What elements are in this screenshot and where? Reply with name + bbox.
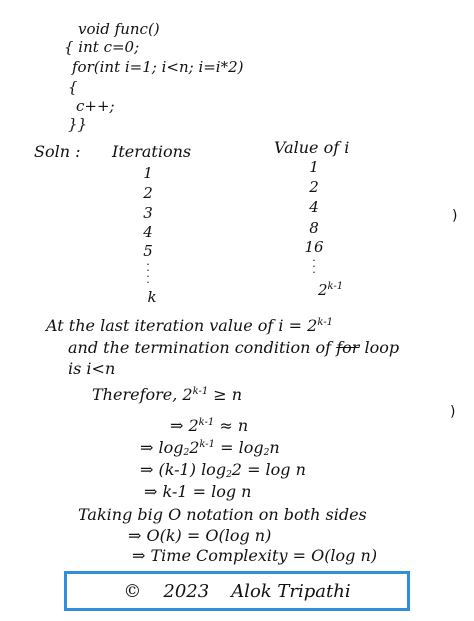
code-line-open-brace: { — [68, 78, 78, 96]
i-value-last: 2$^{k-1}$ — [318, 281, 344, 299]
time-complexity-line: ⇒ Time Complexity = O(log n) — [132, 546, 378, 565]
log-step-3: ⇒ k-1 = log n — [144, 482, 252, 501]
margin-mark: ) — [452, 208, 458, 224]
value-of-i-header: Value of i — [274, 138, 350, 157]
copyright-year: 2023 — [163, 580, 210, 602]
iteration-value: 3 — [143, 204, 153, 222]
iteration-value: 4 — [143, 223, 153, 241]
approx-line: ⇒ $2^{k-1} \approx n$ — [170, 416, 249, 435]
code-line-for: for(int i=1; i<n; i=i*2) — [72, 58, 244, 76]
log-step-2: ⇒ (k-1) $\log_22 = \log n$ — [140, 460, 306, 480]
therefore-line: Therefore, $2^{k-1} \ge n$ — [92, 385, 243, 404]
code-line-increment: c++; — [76, 97, 115, 115]
author-name: Alok Tripathi — [231, 580, 351, 602]
i-value: 4 — [309, 198, 319, 216]
iteration-value-k: k — [147, 288, 157, 306]
solution-label: Soln : — [34, 142, 81, 161]
code-line-close-braces: }} — [68, 115, 88, 133]
big-o-line: Taking big O notation on both sides — [78, 505, 367, 524]
iteration-value: 1 — [143, 164, 153, 182]
copyright-icon: © — [123, 580, 142, 602]
i-value: 8 — [309, 219, 319, 237]
log-step-1: ⇒ $\log_22^{k-1} = \log_2n$ — [140, 438, 280, 458]
margin-mark: ) — [450, 404, 456, 420]
i-value: 1 — [309, 158, 319, 176]
i-value: 2 — [309, 178, 319, 196]
iteration-ellipsis: · · · · — [146, 258, 150, 289]
iterations-header: Iterations — [112, 142, 192, 161]
code-line-func: void func() — [78, 20, 160, 38]
code-line-decl: { int c=0; — [64, 38, 140, 56]
last-iteration-line: At the last iteration value of $i = 2^{k-1}$ — [46, 316, 333, 335]
termination-line: and the termination condition of for loop — [68, 338, 400, 357]
iteration-value: 5 — [143, 242, 153, 260]
copyright-box — [64, 571, 410, 611]
order-k-line: ⇒ O(k) = O(log n) — [128, 526, 272, 545]
i-value: 16 — [304, 238, 324, 256]
i-value-ellipsis: · · · — [312, 254, 316, 279]
iteration-value: 2 — [143, 184, 153, 202]
condition-line: is i<n — [68, 359, 116, 378]
